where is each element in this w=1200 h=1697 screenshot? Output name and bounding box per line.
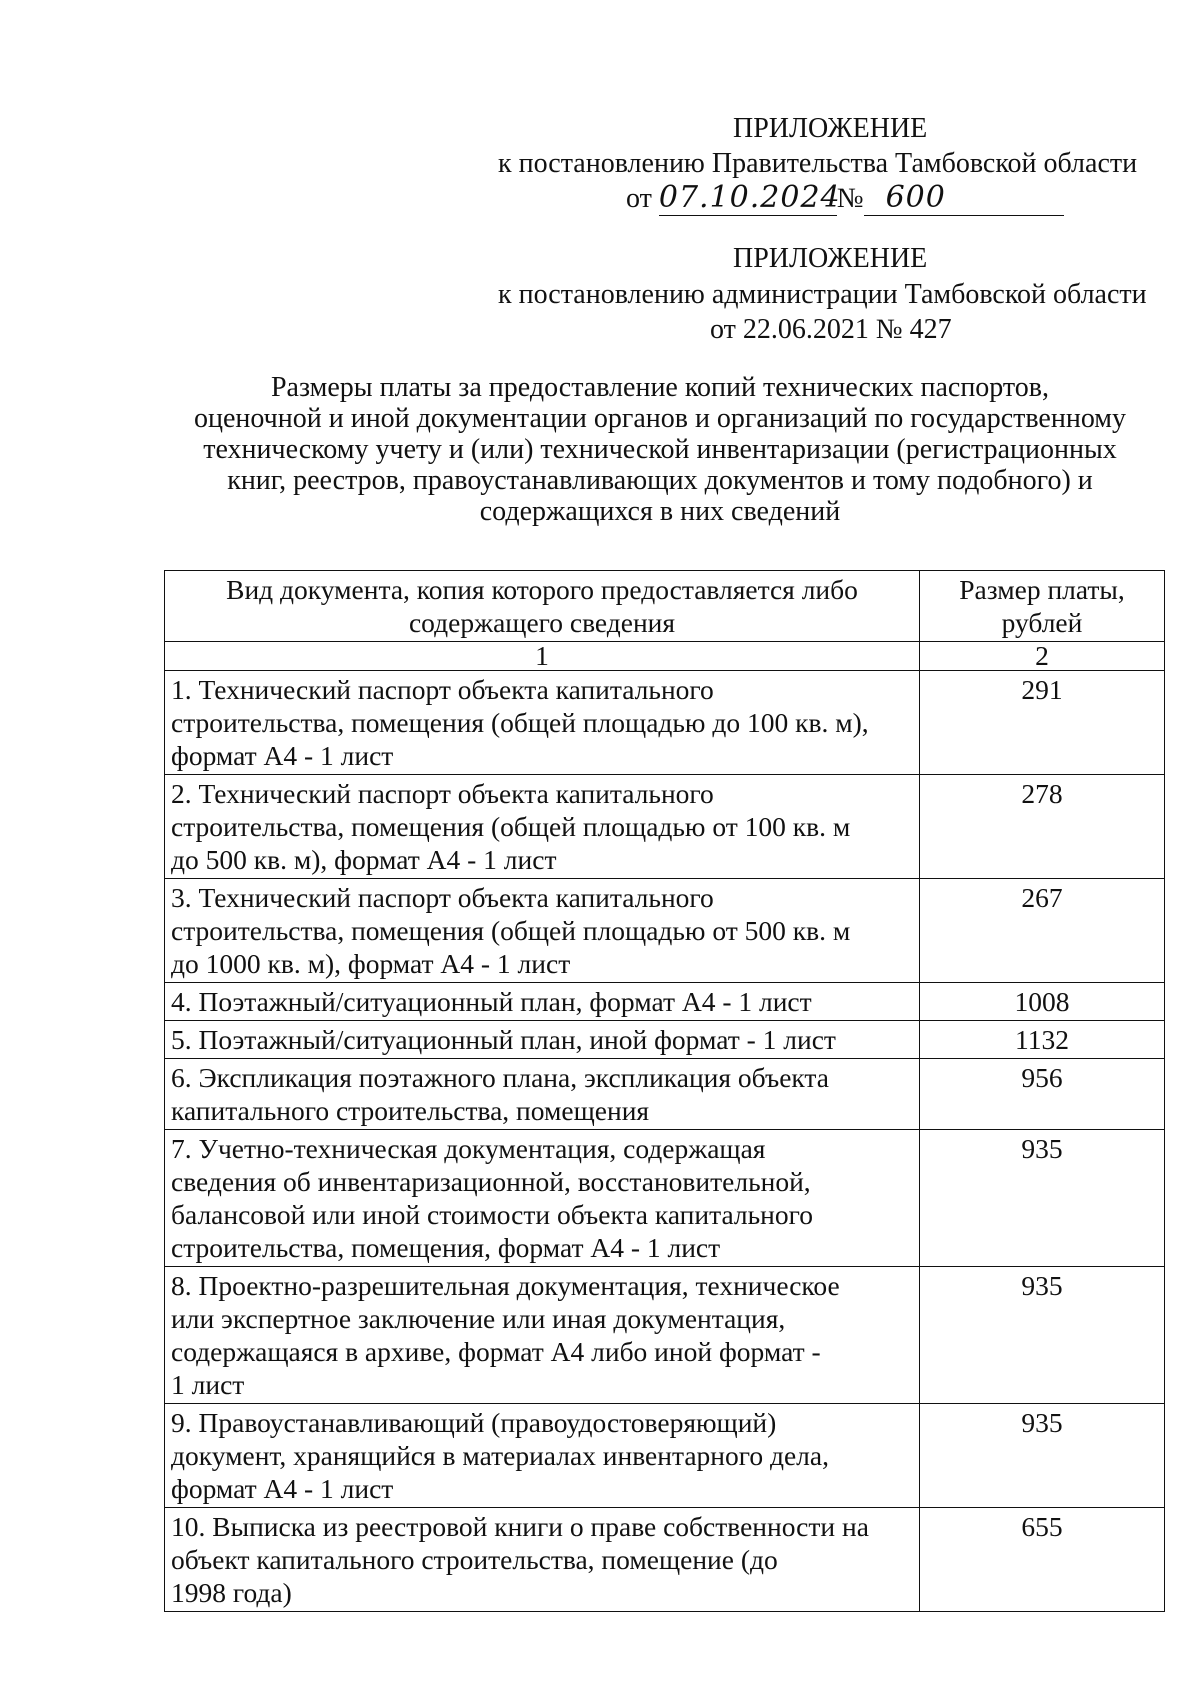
from-prefix: от [626, 183, 652, 214]
document-type-line: 8. Проектно-разрешительная документация, техническое [171, 1270, 840, 1301]
document-type-cell [165, 1508, 920, 1612]
table-row [165, 775, 1165, 879]
column-number: 2 [920, 642, 1165, 671]
document-type-cell [165, 671, 920, 775]
document-type-line: строительства, помещения, формат А4 - 1 лист [171, 1232, 721, 1263]
appendix-title-1: ПРИЛОЖЕНИЕ [733, 113, 928, 144]
fee-cell: 956 [920, 1059, 1165, 1130]
fee-cell: 291 [920, 671, 1165, 775]
document-type-cell [165, 1021, 920, 1059]
document-type-line: 2. Технический паспорт объекта капитального [171, 778, 714, 809]
table-row [165, 1130, 1165, 1267]
document-type-cell [165, 1059, 920, 1130]
header-line: рублей [1001, 607, 1083, 638]
document-type-line: 4. Поэтажный/ситуационный план, формат А4 - 1 лист [171, 986, 812, 1017]
document-type-line: формат А4 - 1 лист [171, 1473, 394, 1504]
appendix-title-2: ПРИЛОЖЕНИЕ [733, 243, 928, 274]
header-line: Размер платы, [959, 574, 1125, 605]
header-line: содержащего сведения [408, 607, 676, 638]
document-type-line: строительства, помещения (общей площадью до 100 кв. м), [171, 707, 869, 738]
fee-cell: 655 [920, 1508, 1165, 1612]
document-type-cell [165, 1267, 920, 1404]
document-type-line: объект капитального строительства, помещение (до [171, 1544, 778, 1575]
document-type-line: 5. Поэтажный/ситуационный план, иной формат - 1 лист [171, 1024, 836, 1055]
document-title-line: Размеры платы за предоставление копий технических паспортов, [270, 372, 1050, 403]
document-type-line: капитального строительства, помещения [171, 1095, 650, 1126]
document-type-line: 1998 года) [171, 1577, 292, 1608]
document-type-cell [165, 775, 920, 879]
handwritten-number: 600 [864, 181, 1064, 216]
document-type-line: 1 лист [171, 1369, 245, 1400]
table-row [165, 1267, 1165, 1404]
header-line: Вид документа, копия которого предоставляется либо [226, 574, 858, 605]
document-type-line: 3. Технический паспорт объекта капитального [171, 882, 714, 913]
table-row [165, 1508, 1165, 1612]
document-type-line: до 1000 кв. м), формат А4 - 1 лист [171, 948, 571, 979]
document-type-line: 1. Технический паспорт объекта капитального [171, 674, 714, 705]
document-title-line: содержащихся в них сведений [479, 496, 841, 527]
document-type-line: балансовой или иной стоимости объекта капитального [171, 1199, 813, 1230]
fee-cell: 1132 [920, 1021, 1165, 1059]
handwritten-date: 07.10.2024 [658, 180, 841, 215]
document-title-line: книг, реестров, правоустанавливающих документов и тому подобного) и [227, 465, 1093, 496]
appendix-ref-line-1: к постановлению Правительства Тамбовской области [498, 148, 1138, 179]
document-type-line: строительства, помещения (общей площадью от 100 кв. м [171, 811, 851, 842]
document-type-line: сведения об инвентаризационной, восстановительной, [171, 1166, 811, 1197]
appendix-date-line-1 [626, 181, 1064, 216]
table-row [165, 1059, 1165, 1130]
document-type-line: 6. Экспликация поэтажного плана, экспликация объекта [171, 1062, 829, 1093]
fee-table [164, 570, 1165, 1612]
table-header-row [165, 571, 1165, 642]
document-type-line: документ, хранящийся в материалах инвентарного дела, [171, 1440, 829, 1471]
appendix-ref-line-2: к постановлению администрации Тамбовской области [498, 279, 1147, 310]
document-type-line: 10. Выписка из реестровой книги о праве собственности на [171, 1511, 869, 1542]
document-type-line: содержащаяся в архиве, формат А4 либо иной формат - [171, 1336, 821, 1367]
document-type-line: 9. Правоустанавливающий (правоудостоверяющий) [171, 1407, 777, 1438]
fee-cell: 935 [920, 1267, 1165, 1404]
document-type-line: до 500 кв. м), формат А4 - 1 лист [171, 844, 557, 875]
header-document-type [165, 571, 920, 642]
document-type-line: формат А4 - 1 лист [171, 740, 394, 771]
table-row [165, 1404, 1165, 1508]
document-type-cell [165, 1130, 920, 1267]
fee-cell: 267 [920, 879, 1165, 983]
table-row [165, 983, 1165, 1021]
document-type-cell [165, 983, 920, 1021]
table-row [165, 879, 1165, 983]
document-type-line: или экспертное заключение или иная документация, [171, 1303, 786, 1334]
document-title-line: техническому учету и (или) технической инвентаризации (регистрационных [203, 434, 1117, 465]
document-title-line: оценочной и иной документации органов и организаций по государственному [194, 403, 1126, 434]
document-type-cell [165, 1404, 920, 1508]
number-prefix: № [836, 183, 864, 214]
column-number: 1 [165, 642, 920, 671]
table-row [165, 1021, 1165, 1059]
document-type-line: 7. Учетно-техническая документация, содержащая [171, 1133, 766, 1164]
document-title [160, 372, 1160, 527]
header-fee [920, 571, 1165, 642]
fee-cell: 935 [920, 1404, 1165, 1508]
document-type-line: строительства, помещения (общей площадью от 500 кв. м [171, 915, 851, 946]
fee-cell: 1008 [920, 983, 1165, 1021]
table-row [165, 671, 1165, 775]
appendix-ref-date-2: от 22.06.2021 № 427 [710, 314, 952, 345]
document-type-cell [165, 879, 920, 983]
column-number-row [165, 642, 1165, 671]
fee-cell: 278 [920, 775, 1165, 879]
fee-cell: 935 [920, 1130, 1165, 1267]
